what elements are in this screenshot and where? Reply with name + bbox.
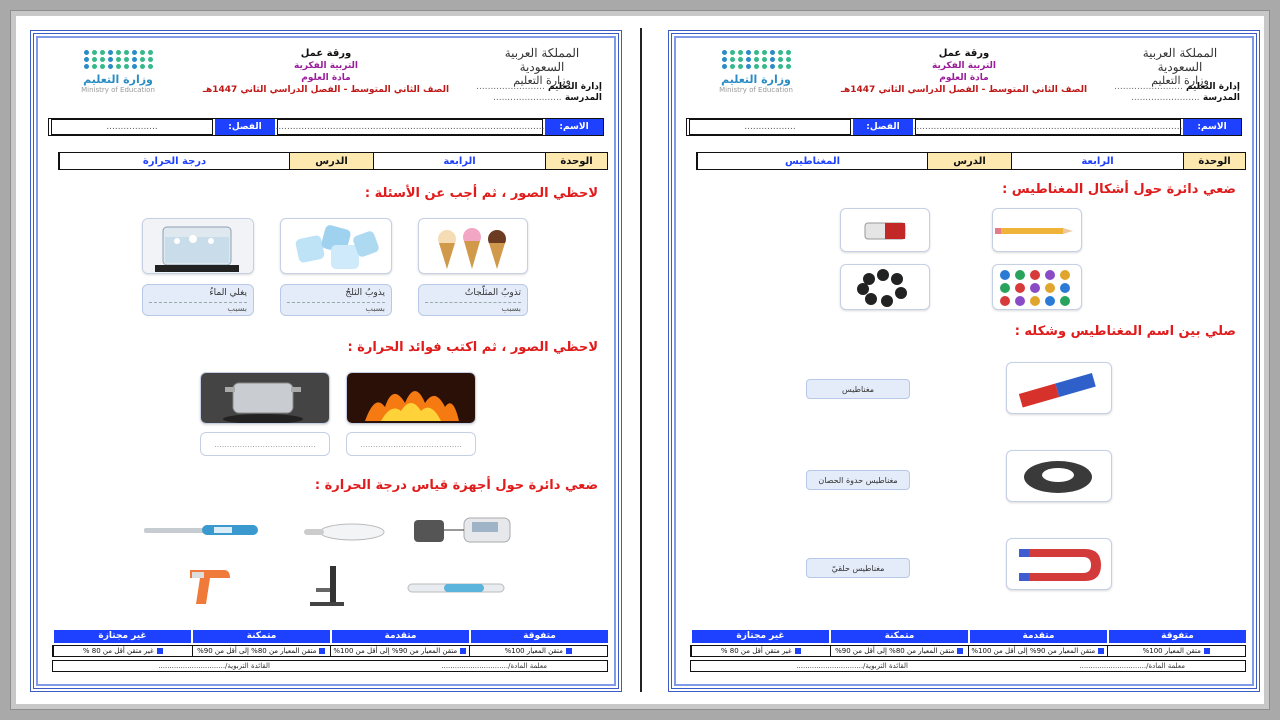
worksheet-title: ورقة عمل التربية الفكرية مادة العلوم الصف الثاني المتوسط - الفصل الدراسي الثاني 1447هـ (840, 48, 1088, 95)
horseshoe-magnet-image (1006, 538, 1112, 590)
question-1: لاحظي الصور ، ثم أجب عن الأسئلة : (364, 186, 598, 201)
bar-magnet-image (1006, 362, 1112, 414)
eraser-image (840, 208, 930, 252)
magnet-dot (1060, 270, 1070, 280)
edu-admin-label: إدارة التعليم (547, 82, 602, 92)
management-fields: إدارة التعليم ........................ المدرسة ........................ (476, 82, 602, 103)
infrared-thermometer-image (184, 564, 234, 608)
answer-box-pot[interactable]: ........................................ (200, 432, 330, 456)
label-horseshoe-magnet[interactable]: مغناطيس حدوة الحصان (806, 470, 910, 490)
page-header (44, 42, 608, 112)
question-2: صلي بين اسم المغناطيس وشكله : (1014, 324, 1236, 339)
magnet-dot (1045, 283, 1055, 293)
unit-bar: الوحدة الرابعة الدرس درجة الحرارة (58, 152, 608, 170)
magnet-dot (1015, 296, 1025, 306)
page-divider (640, 28, 642, 692)
name-bar: الاسم: .............................................................................................. الفصل: .................. (686, 118, 1242, 136)
signature-row: معلمة المادة/.............................. القائدة التربوية/.............................. (690, 660, 1246, 672)
caption-ice: يذوبُ الثلجُ بسبب (280, 284, 392, 316)
caption-water: يغلي الماءُ بسبب (142, 284, 254, 316)
unit-value: الرابعة (373, 153, 545, 169)
rubric-criteria: متقن المعيار 100% متقن المعيار من 90% إلى أقل من 100% متقن المعيار من 80% إلى أقل من 90% غير متقن أقل من 80 % (690, 645, 1246, 657)
worksheet-title: ورقة عمل التربية الفكرية مادة العلوم الصف الثاني المتوسط - الفصل الدراسي الثاني 1447هـ (202, 48, 450, 95)
magnet-dot (1030, 270, 1040, 280)
question-2: لاحظي الصور ، ثم اكتب فوائد الحرارة : (347, 340, 598, 355)
caption-ice-cream: تذوبُ المثلّجاتُ بسبب (418, 284, 528, 316)
magnet-grid-icon (992, 265, 1081, 310)
management-fields: إدارة التعليم ........................ المدرسة ........................ (1114, 82, 1240, 103)
question-1: ضعي دائرة حول أشكال المغناطيس : (1002, 182, 1236, 197)
colored-magnets-image (992, 264, 1082, 310)
magnet-dot (1045, 270, 1055, 280)
rubric-criteria: متقن المعيار 100% متقن المعيار من 90% إلى أقل من 100% متقن المعيار من 80% إلى أقل من 90% غير متقن أقل من 80 % (52, 645, 608, 657)
magnet-dot (1000, 283, 1010, 293)
magnet-dot (1000, 270, 1010, 280)
logo-dots-icon (58, 50, 178, 69)
ministry-logo: وزارة التعليم Ministry of Education (696, 48, 816, 108)
ice-cream-image (418, 218, 528, 274)
lab-thermometer-stand-image (302, 564, 352, 608)
school-label: المدرسة (564, 93, 602, 103)
worksheet-page-heat (30, 30, 622, 692)
question-3: ضعي دائرة حول أجهزة قياس درجة الحرارة : (314, 478, 598, 493)
name-label: الاسم: (545, 119, 603, 135)
kingdom-emblem: المملكة العربية السعودية وزارة التعليم (1142, 46, 1218, 87)
digital-thermometer-image (142, 522, 266, 536)
name-field[interactable]: .............................................................................................. (277, 119, 543, 135)
rubric-footer (52, 630, 608, 684)
page-header (682, 42, 1246, 112)
magnet-dot (1015, 283, 1025, 293)
rubric-levels: متفوقة متقدمة متمكنة غير مجتازة (52, 630, 608, 643)
magnet-dot (1045, 296, 1055, 306)
logo-dots-icon (696, 50, 816, 69)
digital-stick-thermometer-image (404, 578, 514, 598)
ministry-logo: وزارة التعليم Ministry of Education (58, 48, 178, 108)
magnetic-balls-image (840, 264, 930, 310)
boiling-water-image (142, 218, 254, 274)
ear-thermometer-image (292, 520, 392, 542)
class-field[interactable]: .................. (51, 119, 213, 135)
kingdom-line2: وزارة التعليم (513, 74, 571, 87)
magnet-dot (1060, 283, 1070, 293)
lesson-value: درجة الحرارة (59, 153, 289, 169)
class-label: الفصل: (215, 119, 275, 135)
name-bar (48, 118, 604, 136)
ice-cubes-image (280, 218, 392, 274)
unit-bar: الوحدة الرابعة الدرس المغناطيس (696, 152, 1246, 170)
magnet-dot (1000, 296, 1010, 306)
signature-row: معلمة المادة/.............................. القائدة التربوية/.............................. (52, 660, 608, 672)
label-ring-magnet[interactable]: مغناطيس حلقيّ (806, 558, 910, 578)
kingdom-line1: المملكة العربية السعودية (504, 46, 580, 74)
rubric-levels: متفوقة متقدمة متمكنة غير مجتازة (690, 630, 1246, 643)
worksheet-page-magnets (668, 30, 1260, 692)
class-field[interactable]: .................. (689, 119, 851, 135)
pencil-image (992, 208, 1082, 252)
ring-magnet-image (1006, 450, 1112, 502)
answer-box-fire[interactable]: ........................................ (346, 432, 476, 456)
pot-on-stove-image (200, 372, 330, 424)
magnet-dot (1030, 296, 1040, 306)
magnet-dot (1015, 270, 1025, 280)
magnet-dot (1030, 283, 1040, 293)
name-field[interactable]: .............................................................................................. (915, 119, 1181, 135)
blood-pressure-monitor-image (410, 514, 520, 546)
magnet-dot (1060, 296, 1070, 306)
rubric-footer (690, 630, 1246, 684)
label-bar-magnet[interactable]: مغناطيس (806, 379, 910, 399)
fire-image (346, 372, 476, 424)
